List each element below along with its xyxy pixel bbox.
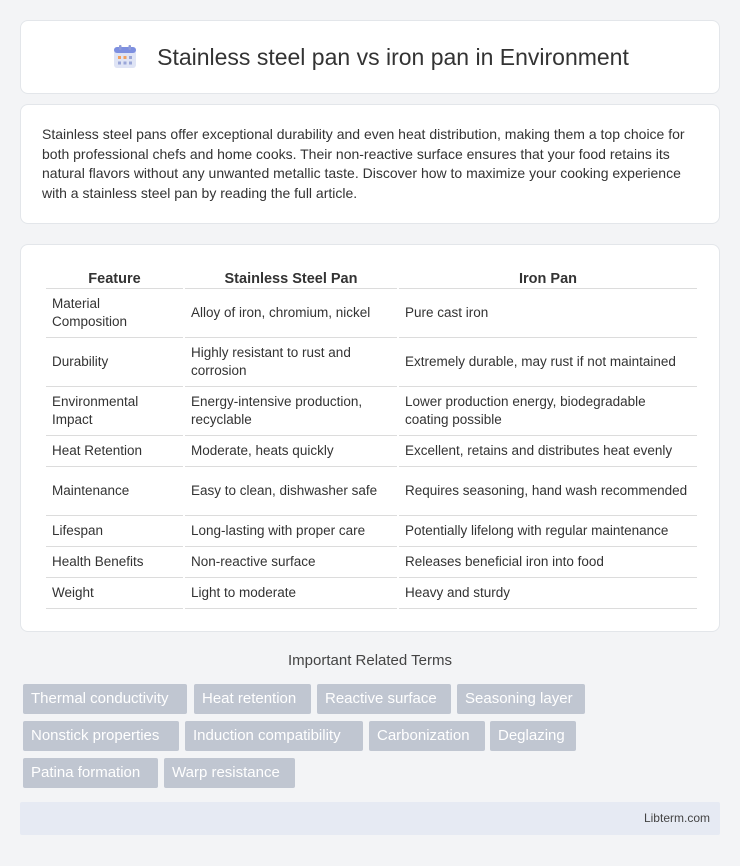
cell-feature: Environmental Impact — [46, 387, 183, 436]
table-row — [46, 338, 697, 387]
cell-stainless: Long-lasting with proper care — [185, 516, 397, 547]
term-tag[interactable]: Patina formation — [23, 758, 158, 788]
table-row — [46, 467, 697, 516]
title-card — [20, 20, 720, 94]
cell-stainless: Alloy of iron, chromium, nickel — [185, 289, 397, 338]
cell-stainless: Energy-intensive production, recyclable — [185, 387, 397, 436]
cell-feature: Weight — [46, 578, 183, 609]
table-row — [46, 289, 697, 338]
term-tag[interactable]: Carbonization — [369, 721, 485, 751]
term-tag[interactable]: Deglazing — [490, 721, 576, 751]
cell-stainless: Highly resistant to rust and corrosion — [185, 338, 397, 387]
term-tag[interactable]: Reactive surface — [317, 684, 451, 714]
table-row — [46, 387, 697, 436]
header-iron: Iron Pan — [399, 263, 697, 289]
term-tag[interactable]: Induction compatibility — [185, 721, 363, 751]
table-row — [46, 547, 697, 578]
comparison-table — [44, 263, 699, 609]
cell-feature: Lifespan — [46, 516, 183, 547]
cell-feature: Maintenance — [46, 467, 183, 516]
cell-iron: Excellent, retains and distributes heat evenly — [399, 436, 697, 467]
cell-stainless: Easy to clean, dishwasher safe — [185, 467, 397, 516]
footer-site-link[interactable]: Libterm.com — [643, 811, 710, 825]
comparison-table-card — [20, 244, 720, 632]
cell-iron: Lower production energy, biodegradable coating possible — [399, 387, 697, 436]
cell-iron: Releases beneficial iron into food — [399, 547, 697, 578]
term-tag[interactable]: Thermal conductivity — [23, 684, 187, 714]
table-row — [46, 436, 697, 467]
intro-card — [20, 104, 720, 224]
cell-iron: Requires seasoning, hand wash recommended — [399, 467, 697, 516]
footer — [20, 802, 720, 835]
term-tag[interactable]: Warp resistance — [164, 758, 295, 788]
header-stainless: Stainless Steel Pan — [185, 263, 397, 289]
cell-stainless: Moderate, heats quickly — [185, 436, 397, 467]
cell-iron: Pure cast iron — [399, 289, 697, 338]
cell-feature: Heat Retention — [46, 436, 183, 467]
cell-iron: Heavy and sturdy — [399, 578, 697, 609]
page-title: Stainless steel pan vs iron pan in Environment — [157, 43, 629, 70]
calendar-icon — [111, 43, 139, 71]
cell-feature: Material Composition — [46, 289, 183, 338]
cell-iron: Potentially lifelong with regular maintenance — [399, 516, 697, 547]
intro-text: Stainless steel pans offer exceptional durability and even heat distribution, making them a top choice for both professional chefs and home cooks. Their non-reactive surface ensures that your food retains its natural flavors without any unwanted metallic taste. Discover how to maximize your cooking experience with a stainless steel pan by reading the full article. — [42, 126, 685, 201]
term-tag[interactable]: Seasoning layer — [457, 684, 585, 714]
cell-stainless: Light to moderate — [185, 578, 397, 609]
related-terms-heading: Important Related Terms — [288, 652, 452, 669]
term-tag[interactable]: Heat retention — [194, 684, 311, 714]
table-row — [46, 516, 697, 547]
cell-iron: Extremely durable, may rust if not maintained — [399, 338, 697, 387]
term-tag[interactable]: Nonstick properties — [23, 721, 179, 751]
table-row — [46, 578, 697, 609]
cell-feature: Health Benefits — [46, 547, 183, 578]
cell-stainless: Non-reactive surface — [185, 547, 397, 578]
header-feature: Feature — [46, 263, 183, 289]
cell-feature: Durability — [46, 338, 183, 387]
